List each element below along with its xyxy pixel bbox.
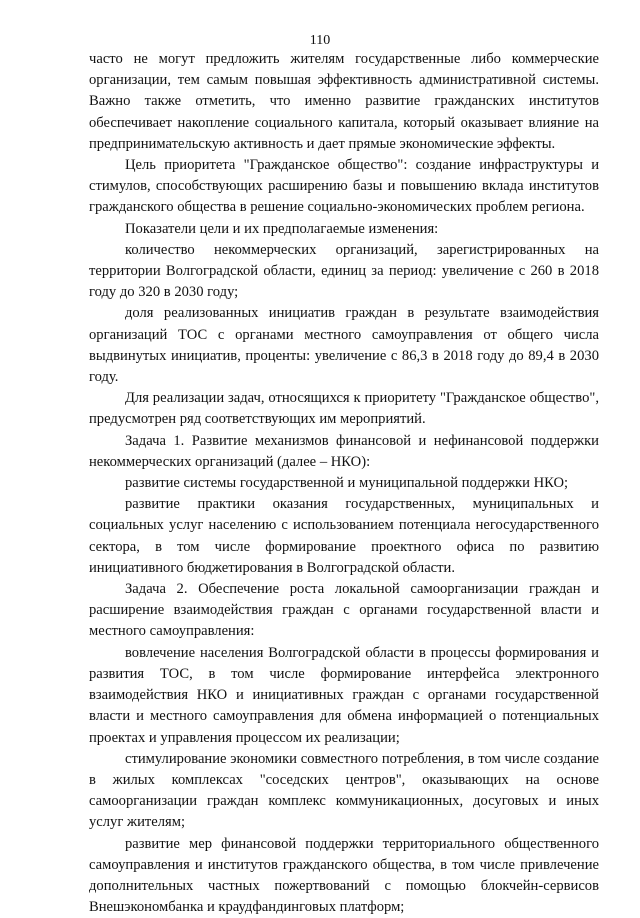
paragraph-task-1-item-2: развитие практики оказания государственных, муниципальных и социальных услуг населению с использованием потенциала негосударственного сектора, в том числе формирование проектного офиса по развитию инициативного бюджетирования в Волгоградской области. [89, 496, 599, 576]
paragraph-goal: Цель приоритета "Гражданское общество": создание инфраструктуры и стимулов, способствующих расширению базы и повышению вклада институтов гражданского общества в решение социально-экономических проблем региона. [89, 157, 599, 216]
paragraph-indicator-nko-count: количество некоммерческих организаций, зарегистрированных на территории Волгоградской области, единиц за период: увеличение с 260 в 2018 году до 320 в 2030 году; [89, 241, 599, 301]
paragraph-task-1-item-1: развитие системы государственной и муниципальной поддержки НКО; [125, 475, 569, 492]
paragraph-task-1: Задача 1. Развитие механизмов финансовой и нефинансовой поддержки некоммерческих организаций (далее – НКО): [89, 432, 599, 470]
page-number: 110 [309, 33, 331, 48]
paragraph-task-2-item-3: развитие мер финансовой поддержки территориального общественного самоуправления и институтов гражданского общества, в том числе привлечение дополнительных частных пожертвований с помощью блокчейн-сервисов Внешэкономбанка и краудфандинговых платформ; [89, 835, 599, 916]
paragraph-task-2-item-2: стимулирование экономики совместного потребления, в том числе создание в жилых комплексах "соседских центров", оказывающих на основе самоорганизации граждан комплекс коммуникационных, досуговых и иных услуг жителям; [89, 750, 599, 831]
paragraph-indicators-heading: Показатели цели и их предполагаемые изменения: [125, 220, 439, 237]
document-body [89, 49, 599, 918]
paragraph-task-2: Задача 2. Обеспечение роста локальной самоорганизации граждан и расширение взаимодействия граждан с органами государственной власти и местного самоуправления: [89, 581, 599, 640]
paragraph-task-2-item-1: вовлечение населения Волгоградской области в процессы формирования и развития ТОС, в том числе формирование интерфейса электронного взаимодействия НКО и инициативных граждан с органами государственной власти и местного самоуправления для обмена информацией о потенциальных проектах и управления процессом их реализации; [89, 644, 599, 746]
paragraph-indicator-initiatives-share: доля реализованных инициатив граждан в результате взаимодействия организаций ТОС с органами местного самоуправления от общего числа выдвинутых инициатив, проценты: увеличение с 86,3 в 2018 году до 89,4 в 2030 году. [89, 305, 599, 386]
paragraph-measures-intro: Для реализации задач, относящихся к приоритету "Гражданское общество", предусмотрен ряд соответствующих им мероприятий. [89, 390, 599, 428]
paragraph-1: часто не могут предложить жителям государственные либо коммерческие организации, тем самым повышая эффективность административной системы. Важно также отметить, что именно развитие гражданских институтов обеспечивает накопление социального капитала, который оказывает влияние на предпринимательскую активность и дает прямые экономические эффекты. [89, 51, 599, 152]
